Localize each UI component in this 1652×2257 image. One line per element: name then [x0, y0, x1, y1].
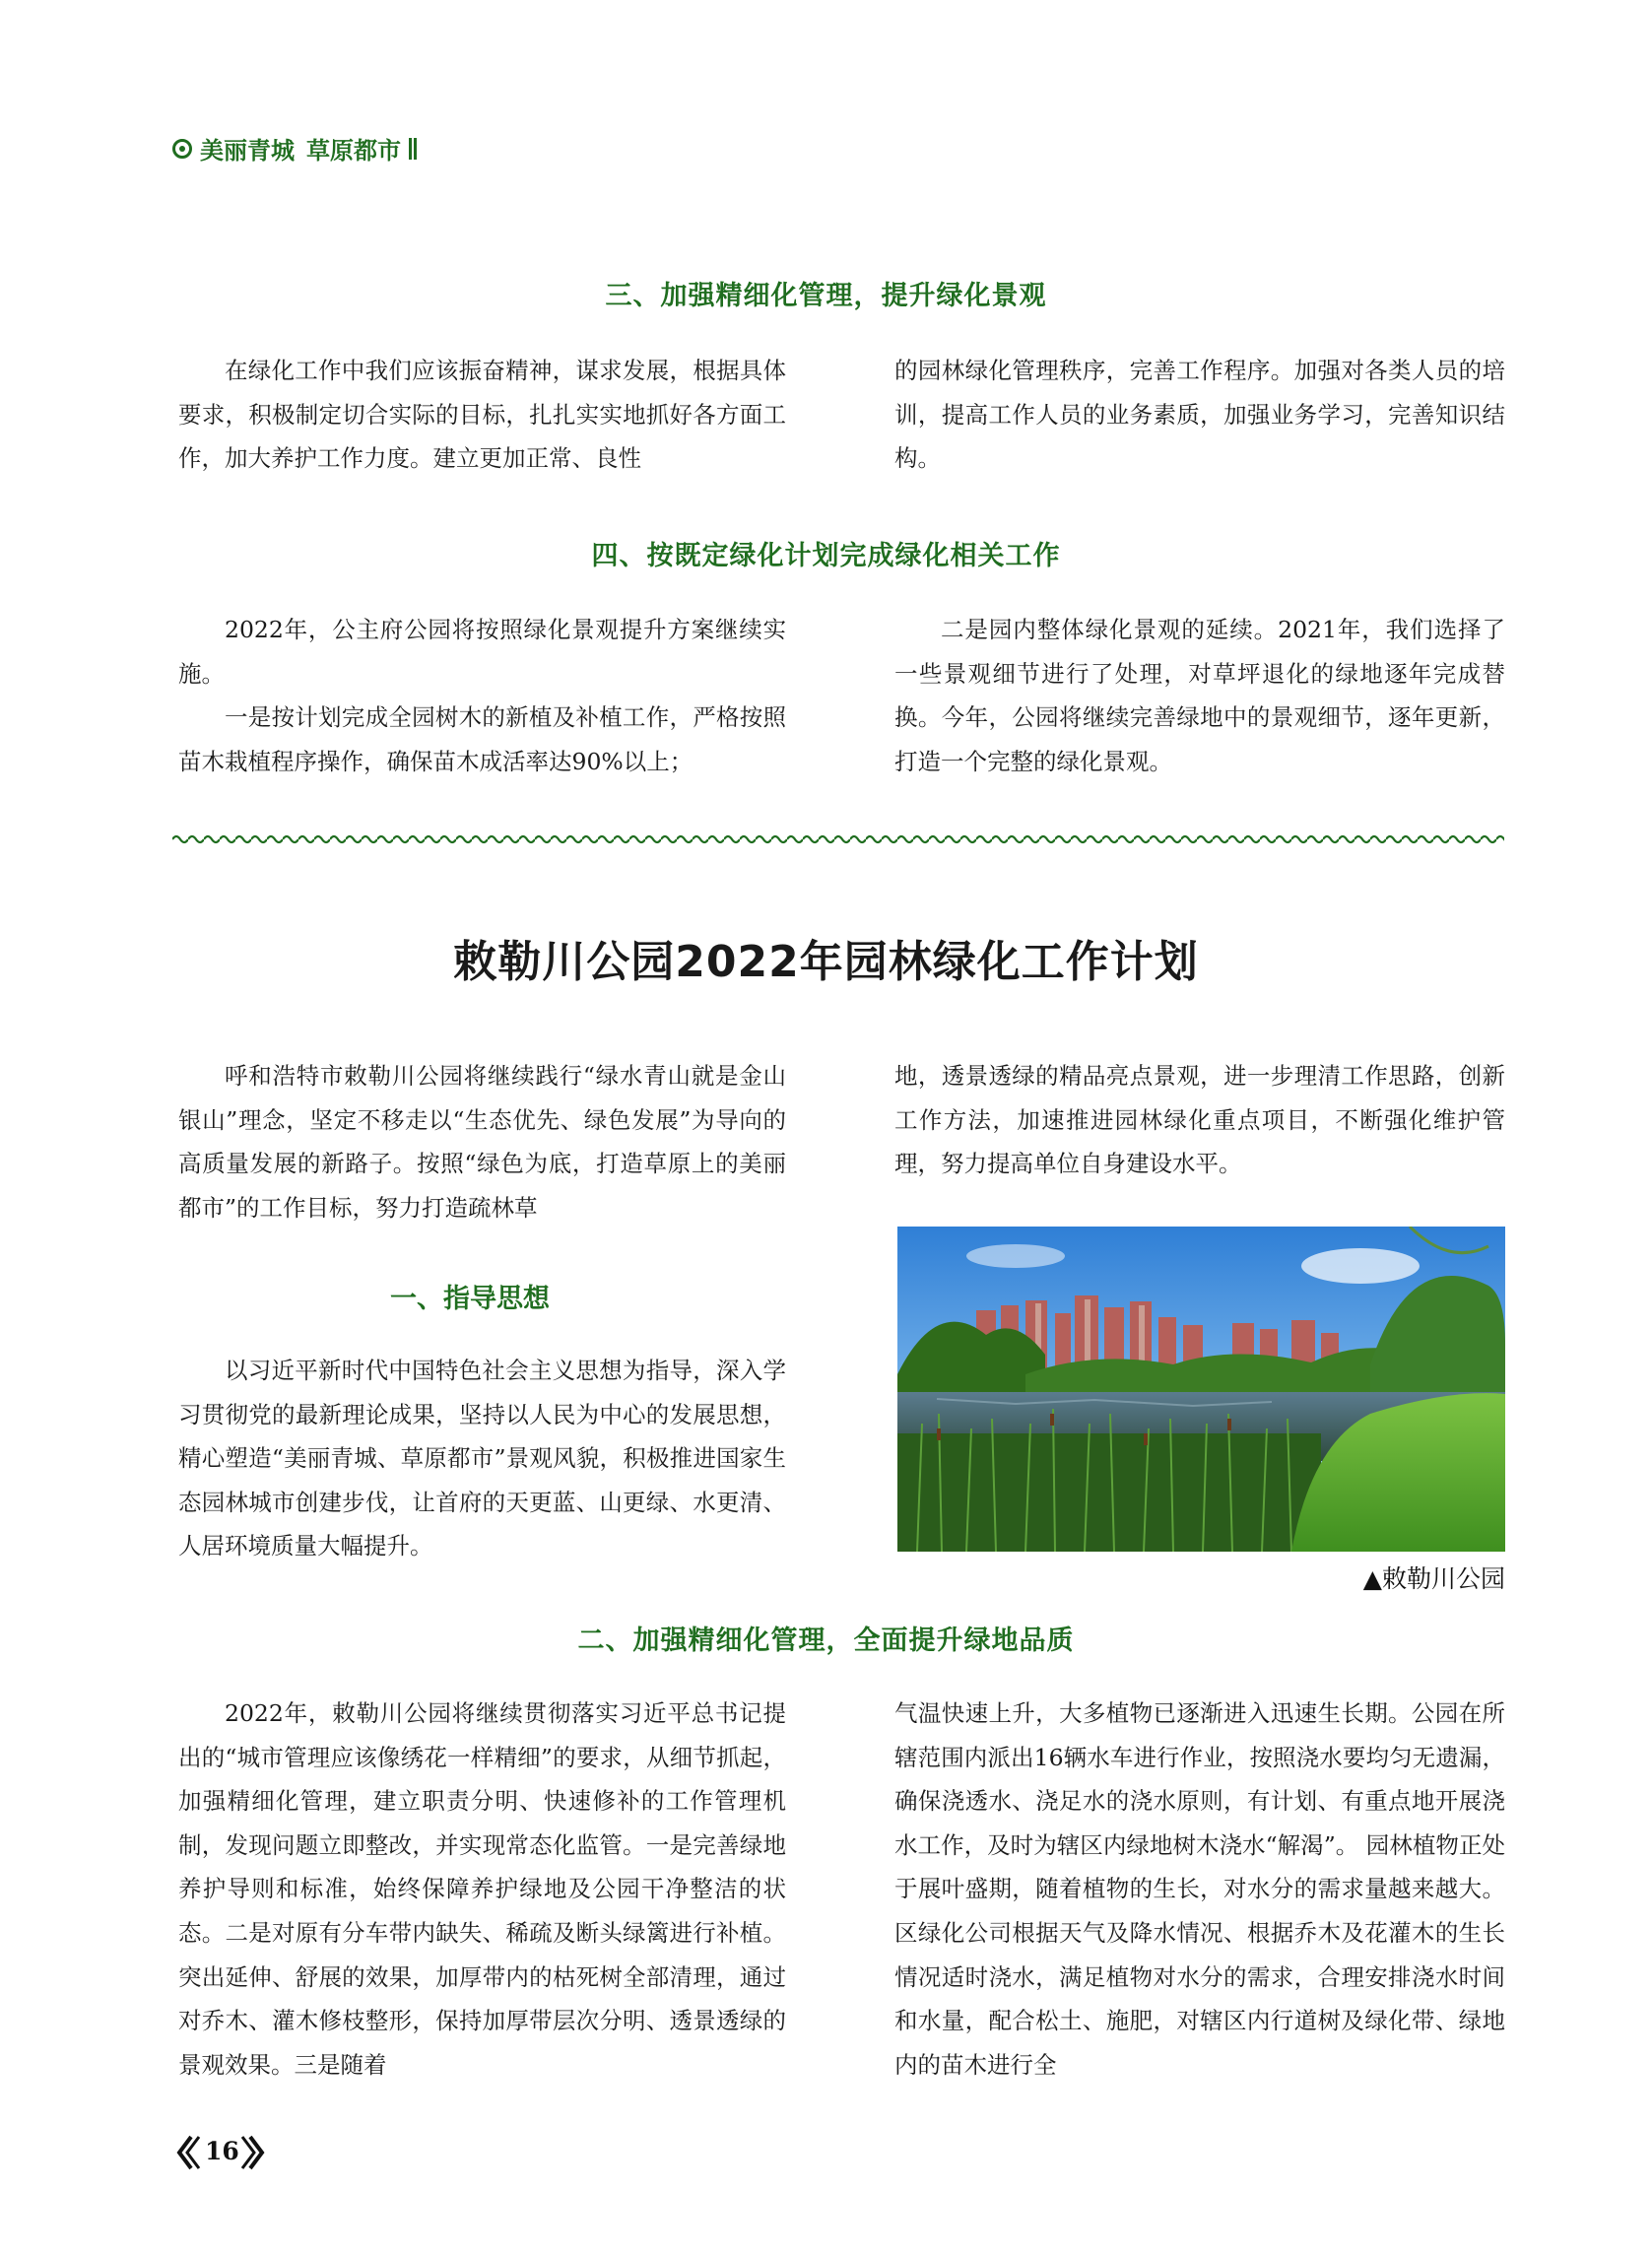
target-icon	[172, 139, 192, 159]
section3-right-column	[894, 349, 1505, 481]
section4-left-p1: 2022年，公主府公园将按照绿化景观提升方案继续实施。	[178, 616, 786, 688]
section3-right-text: 的园林绿化管理秩序，完善工作程序。加强对各类人员的培训，提高工作人员的业务素质，加强业务学习，完善知识结构。	[894, 357, 1505, 473]
park-photo	[897, 1227, 1505, 1552]
wavy-divider	[172, 831, 1504, 847]
intro-right-text: 地，透景透绿的精品亮点景观，进一步理清工作思路，创新工作方法，加速推进园林绿化重点项目，不断强化维护管理，努力提高单位自身建设水平。	[894, 1062, 1505, 1178]
intro-left-column	[178, 1054, 786, 1229]
greenspace-left-text: 2022年，敕勒川公园将继续贯彻落实习近平总书记提出的“城市管理应该像绣花一样精细”的要求，从细节抓起，加强精细化管理，建立职责分明、快速修补的工作管理机制，发现问题立即整改，并实现常态化监管。一是完善绿地养护导则和标准，始终保障养护绿地及公园干净整洁的状态。二是对原有分车带内缺失、稀疏及断头绿篱进行补植。突出延伸、舒展的效果，加厚带内的枯死树全部清理，通过对乔木、灌木修枝整形，保持加厚带层次分明、透景透绿的景观效果。三是随着	[178, 1699, 786, 2079]
section4-right-p1: 二是园内整体绿化景观的延续。2021年，我们选择了一些景观细节进行了处理，对草坪退化的绿地逐年完成替换。今年，公园将继续完善绿地中的景观细节，逐年更新，打造一个完整的绿化景观。	[894, 616, 1505, 775]
section3-left-column	[178, 349, 786, 481]
running-header	[172, 131, 417, 166]
greenspace-right-text: 气温快速上升，大多植物已逐渐进入迅速生长期。公园在所辖范围内派出16辆水车进行作业，按照浇水要均匀无遗漏，确保浇透水、浇足水的浇水原则，有计划、有重点地开展浇水工作，及时为辖区内绿地树木浇水“解渴”。 园林植物正处于展叶盛期，随着植物的生长，对水分的需求量越来越大。区绿化公司根据天气及降水情况、根据乔木及花灌木的生长情况适时浇水，满足植物对水分的需求，合理安排浇水时间和水量，配合松土、施肥，对辖区内行道树及绿化带、绿地内的苗木进行全	[894, 1699, 1505, 2079]
guiding-principle-heading: 一、指导思想	[390, 1284, 550, 1314]
header-part2: 草原都市	[306, 137, 401, 165]
greenspace-left-column	[178, 1692, 786, 2087]
greenspace-heading: 二、加强精细化管理，全面提升绿地品质	[577, 1626, 1075, 1656]
guiding-principle-column	[178, 1349, 786, 1568]
guiding-principle-text: 以习近平新时代中国特色社会主义思想为指导，深入学习贯彻党的最新理论成果，坚持以人民为中心的发展思想，精心塑造“美丽青城、草原都市”景观风貌，积极推进国家生态园林城市创建步伐，让首府的天更蓝、山更绿、水更清、人居环境质量大幅提升。	[178, 1357, 786, 1560]
page-number	[175, 2135, 266, 2170]
greenspace-right-column	[894, 1692, 1505, 2087]
double-bar-icon	[409, 138, 417, 160]
section3-heading: 三、加强精细化管理，提升绿化景观	[605, 281, 1047, 311]
photo-caption: ▲敕勒川公园	[1362, 1564, 1505, 1593]
intro-left-text: 呼和浩特市敕勒川公园将继续践行“绿水青山就是金山银山”理念，坚定不移走以“生态优先、绿色发展”为导向的高质量发展的新路子。按照“绿色为底，打造草原上的美丽都市”的工作目标，努力打造疏林草	[178, 1062, 786, 1222]
section3-left-text: 在绿化工作中我们应该振奋精神，谋求发展，根据具体要求，积极制定切合实际的目标，扎扎实实地抓好各方面工作，加大养护工作力度。建立更加正常、良性	[178, 357, 786, 473]
header-part1: 美丽青城	[200, 137, 295, 165]
intro-right-column	[894, 1054, 1505, 1186]
article-title: 敕勒川公园2022年园林绿化工作计划	[453, 937, 1199, 987]
section4-heading: 四、按既定绿化计划完成绿化相关工作	[591, 541, 1061, 571]
section4-left-column	[178, 608, 786, 783]
section4-left-p2: 一是按计划完成全园树木的新植及补植工作，严格按照苗木栽植程序操作，确保苗木成活率达90%以上；	[178, 703, 786, 775]
section4-right-column	[894, 608, 1505, 783]
page-number-text: 16	[205, 2137, 239, 2165]
